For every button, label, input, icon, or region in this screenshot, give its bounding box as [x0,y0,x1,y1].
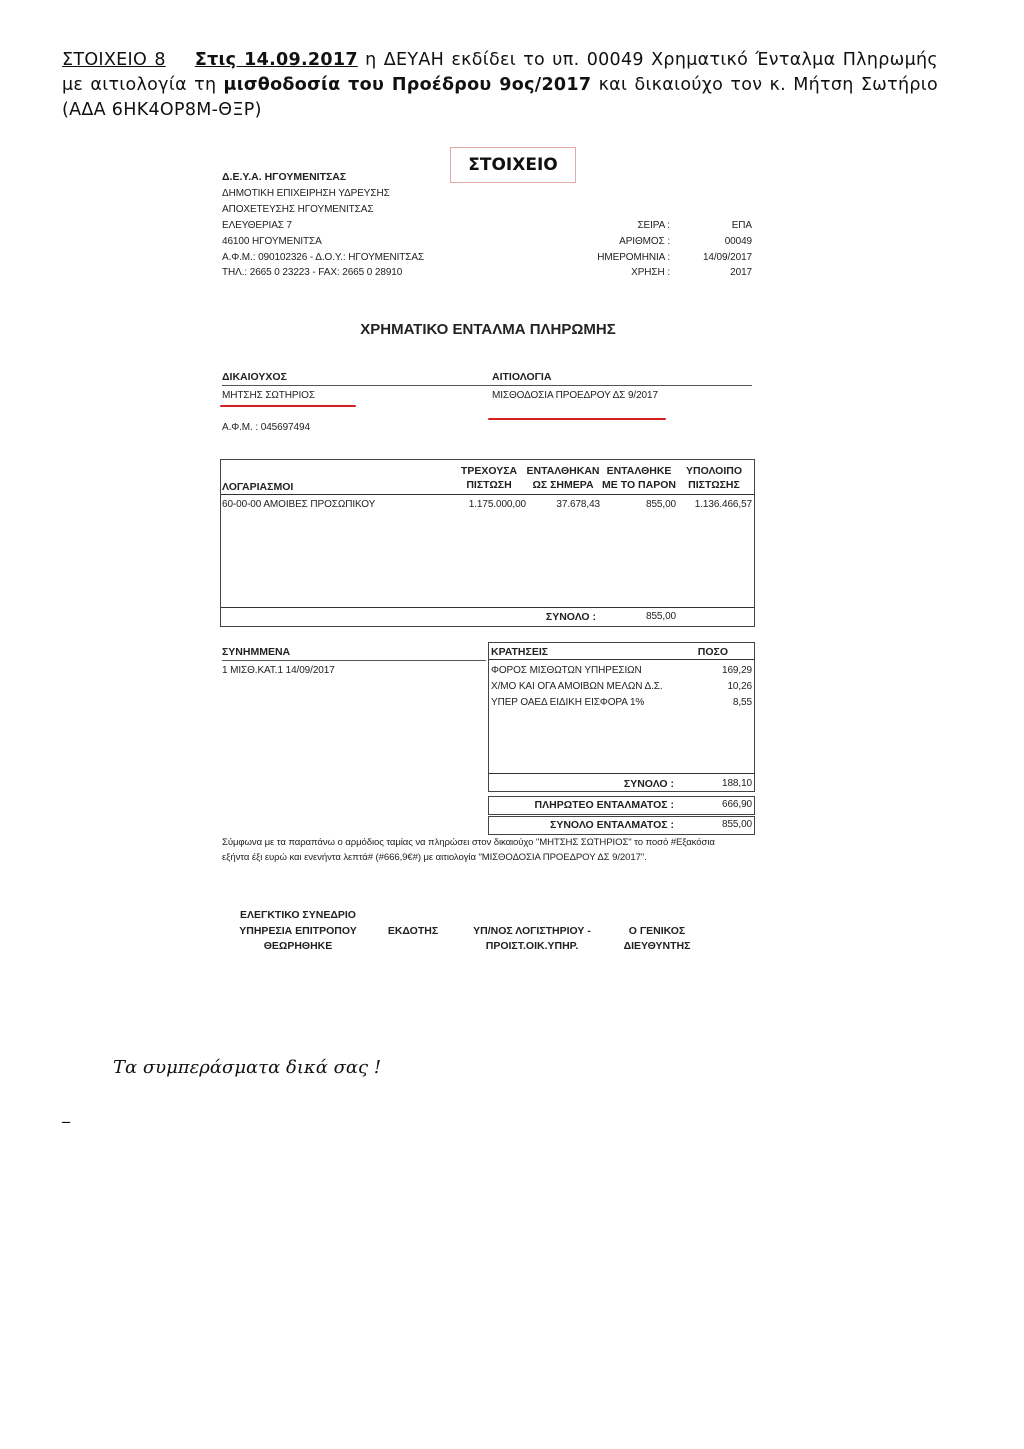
beneficiary-label: ΔΙΚΑΙΟΥΧΟΣ [222,371,287,383]
account-to-date: 37.678,43 [556,499,600,510]
col-header: ΤΡΕΧΟΥΣΑ [460,465,518,477]
col-header: ΩΣ ΣΗΜΕΡΑ [532,479,594,491]
signature-title: ΘΕΩΡΗΘΗΚΕ [263,940,333,952]
issuer-line: ΔΗΜΟΤΙΚΗ ΕΠΙΧΕΙΡΗΣΗ ΥΔΡΕΥΣΗΣ [222,188,390,199]
col-header: ΠΙΣΤΩΣΗ [466,479,512,491]
order-total-label: ΣΥΝΟΛΟ ΕΝΤΑΛΜΑΤΟΣ : [550,819,674,831]
signature-title: ΥΠΗΡΕΣΙΑ ΕΠΙΤΡΟΠΟΥ [239,925,357,937]
signature-title: ΕΚΔΟΤΗΣ [387,925,439,937]
signature-title: ΔΙΕΥΘΥΝΤΗΣ [623,940,691,952]
deduction-amount: 169,29 [722,665,752,676]
account-credit: 1.175.000,00 [468,499,526,510]
divider [221,494,754,495]
attachment-item: 1 ΜΙΣΘ.ΚΑΤ.1 14/09/2017 [222,665,335,676]
divider [222,660,486,661]
deduction-amount: 8,55 [732,697,752,708]
beneficiary-value: ΜΗΤΣΗΣ ΣΩΤΗΡΙΟΣ [222,390,315,401]
payment-note: Σύμφωνα με τα παραπάνω ο αρμόδιος ταμίας να πληρώσει στον δικαιούχο "ΜΗΤΣΗΣ ΣΩΤΗΡΙΟΣ" το ποσό #Εξακόσια [222,837,715,848]
col-header: ΕΝΤΑΛΘΗΚΕ [606,465,672,477]
meta-label: ΑΡΙΘΜΟΣ : [619,236,670,247]
divider [221,607,754,608]
reason-value: ΜΙΣΘΟΔΟΣΙΑ ΠΡΟΕΔΡΟΥ ΔΣ 9/2017 [492,390,658,401]
order-total-value: 855,00 [722,819,752,830]
divider [486,385,752,386]
deduction-name: ΦΟΡΟΣ ΜΙΣΘΩΤΩΝ ΥΠΗΡΕΣΙΩΝ [491,665,642,676]
meta-label: ΣΕΙΡΑ : [637,220,670,231]
intro-text-2: και δικαιούχο τον κ. Μήτση Σωτήριο (ΑΔΑ 6ΗΚ4ΟΡ8Μ-ΘΞΡ) [62,75,938,120]
accounts-total-value: 855,00 [646,611,676,622]
account-name: 60-00-00 ΑΜΟΙΒΕΣ ΠΡΟΣΩΠΙΚΟΥ [222,499,376,510]
meta-label: ΗΜΕΡΟΜΗΝΙΑ : [597,252,670,263]
issuer-line: 46100 ΗΓΟΥΜΕΝΙΤΣΑ [222,236,322,247]
date-phrase: Στις 14.09.2017 [194,50,358,70]
deduction-amount: 10,26 [727,681,752,692]
evidence-stamp: ΣΤΟΙΧΕΙΟ [450,147,576,183]
item-label: ΣΤΟΙΧΕΙΟ 8 [62,50,166,70]
deductions-label: ΚΡΑΤΗΣΕΙΣ [491,646,549,658]
meta-value: 14/09/2017 [702,252,752,263]
signature-title: ΕΛΕΓΚΤΙΚΟ ΣΥΝΕΔΡΙΟ [240,909,356,921]
divider [489,773,754,774]
intro-bold-reason: μισθοδοσία του Προέδρου 9ος/2017 [223,75,592,95]
meta-value: 2017 [730,267,752,278]
col-header-accounts: ΛΟΓΑΡΙΑΣΜΟΙ [222,481,294,493]
intro-text-1: η ΔΕΥΑΗ εκδίδει το υπ. 00049 Χρηματικό Ένταλμα Πληρωμής με αιτιολογία τη [62,50,938,95]
account-balance: 1.136.466,57 [694,499,752,510]
deductions-total-value: 188,10 [722,778,752,789]
payment-note: εξήντα έξι ευρώ και ενενήντα λεπτά# (#666,9€#) με αιτιολογία "ΜΙΣΘΟΔΟΣΙΑ ΠΡΟΕΔΡΟΥ ΔΣ 9/2017". [222,852,647,863]
deductions-total-label: ΣΥΝΟΛΟ : [623,778,674,790]
issuer-line: Α.Φ.Μ.: 090102326 - Δ.Ο.Υ.: ΗΓΟΥΜΕΝΙΤΣΑΣ [222,252,424,263]
signature-title: ΥΠ/ΝΟΣ ΛΟΓΙΣΤΗΡΙΟΥ - [473,925,591,937]
footnote-dash: _ [62,1104,70,1123]
col-header: ΥΠΟΛΟΙΠΟ [685,465,743,477]
meta-label: ΧΡΗΣΗ : [631,267,670,278]
issuer-name: Δ.Ε.Υ.Α. ΗΓΟΥΜΕΝΙΤΣΑΣ [222,171,347,183]
issuer-line: ΤΗΛ.: 2665 0 23223 - FAX: 2665 0 28910 [222,267,403,278]
document-title: ΧΡΗΜΑΤΙΚΟ ΕΝΤΑΛΜΑ ΠΛΗΡΩΜΗΣ [360,321,616,338]
accounts-total-label: ΣΥΝΟΛΟ : [545,611,596,623]
divider [489,659,754,660]
closing-remark: Τα συμπεράσματα δικά σας ! [113,1057,382,1078]
payment-order-scan [218,145,758,965]
col-header: ΠΙΣΤΩΣΗΣ [688,479,740,491]
intro-paragraph [62,48,938,123]
deduction-name: Χ/ΜΟ ΚΑΙ ΟΓΑ ΑΜΟΙΒΩΝ ΜΕΛΩΝ Δ.Σ. [491,681,663,692]
payable-label: ΠΛΗΡΩΤΕΟ ΕΝΤΑΛΜΑΤΟΣ : [534,799,674,811]
meta-value: 00049 [724,236,752,247]
signature-title: Ο ΓΕΝΙΚΟΣ [628,925,686,937]
signature-title: ΠΡΟΙΣΤ.ΟΙΚ.ΥΠΗΡ. [485,940,579,952]
issuer-line: ΑΠΟΧΕΤΕΥΣΗΣ ΗΓΟΥΜΕΝΙΤΣΑΣ [222,204,374,215]
meta-value: ΕΠΑ [731,220,752,231]
divider [222,385,486,386]
beneficiary-afm: Α.Φ.Μ. : 045697494 [222,422,310,433]
deductions-amount-label: ΠΟΣΟ [697,646,728,658]
reason-label: ΑΙΤΙΟΛΟΓΙΑ [492,371,552,383]
payable-value: 666,90 [722,799,752,810]
red-underline [488,418,666,420]
col-header: ΜΕ ΤΟ ΠΑΡΟΝ [602,479,676,491]
attachments-label: ΣΥΝΗΜΜΕΝΑ [222,646,291,658]
col-header: ΕΝΤΑΛΘΗΚΑΝ [526,465,600,477]
red-underline [220,405,356,407]
account-current: 855,00 [646,499,676,510]
issuer-line: ΕΛΕΥΘΕΡΙΑΣ 7 [222,220,293,231]
deduction-name: ΥΠΕΡ ΟΑΕΔ ΕΙΔΙΚΗ ΕΙΣΦΟΡΑ 1% [491,697,645,708]
